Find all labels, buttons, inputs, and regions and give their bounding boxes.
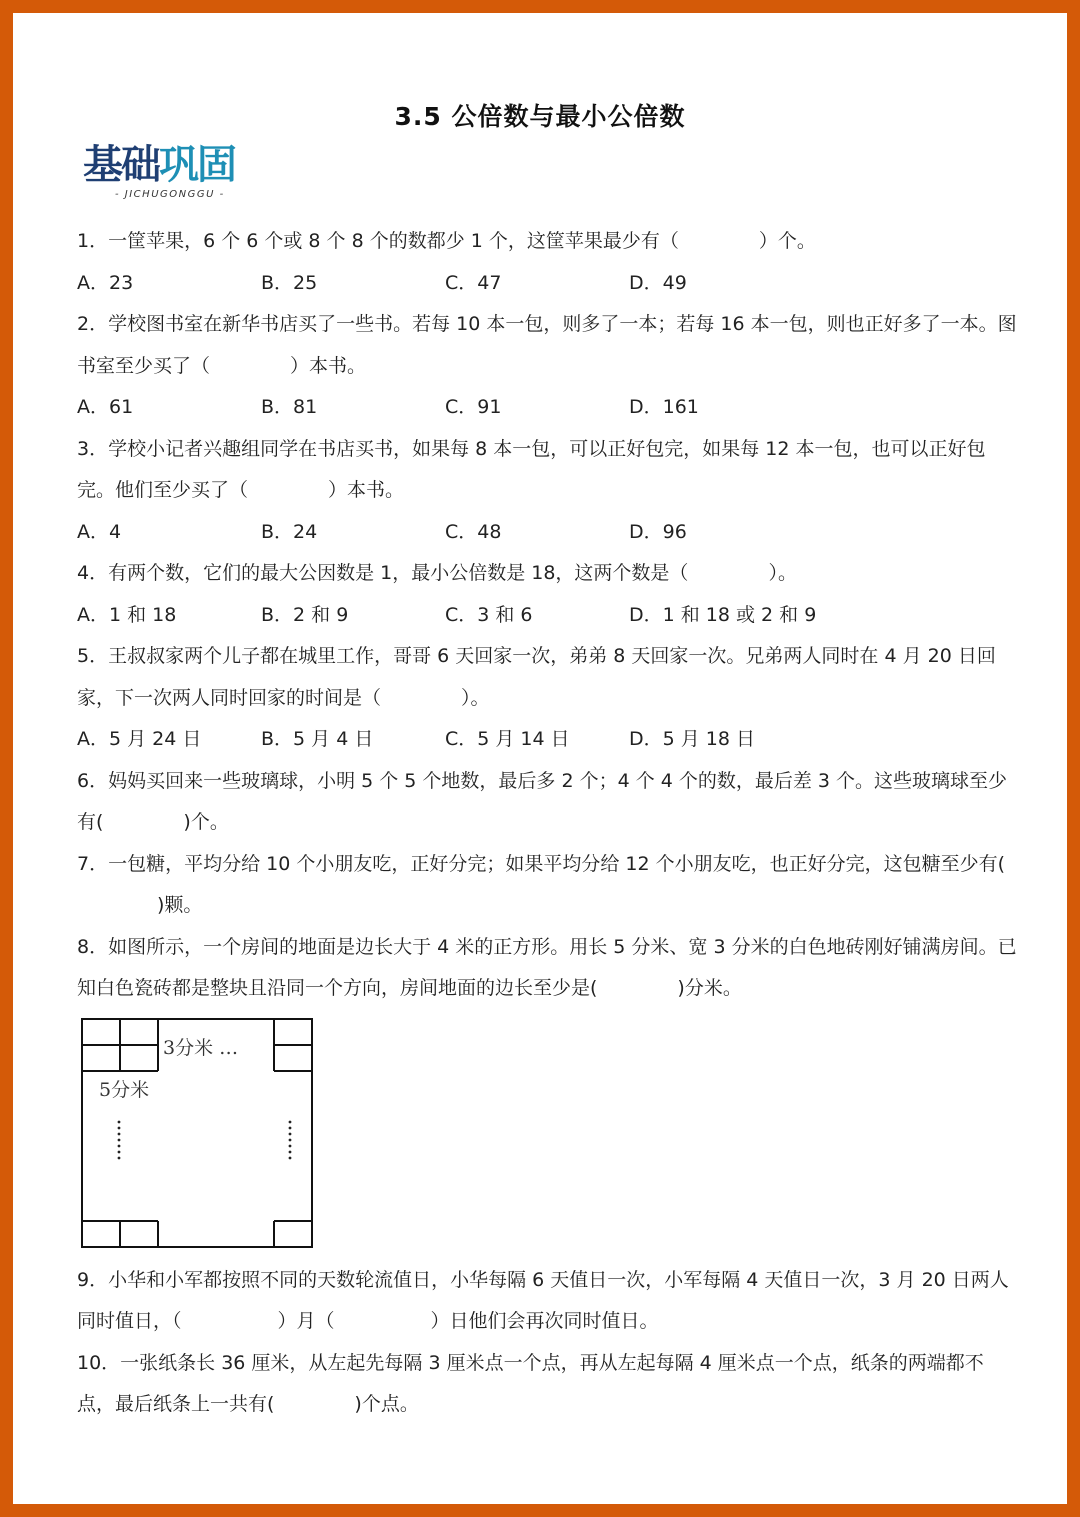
options-q2 [77,387,1017,429]
question-text-end: ）个。 [758,230,816,252]
section-badge [83,141,283,205]
option-c[interactable]: C．5 月 14 日 [445,728,570,750]
option-a[interactable]: A．5 月 24 日 [77,728,202,750]
option-c[interactable]: C．91 [445,396,502,418]
question-text-end: ）。 [768,562,797,584]
option-b[interactable]: B．81 [261,396,318,418]
option-d[interactable]: D．1 和 18 或 2 和 9 [629,603,817,626]
question-text-end: ）本书。 [290,354,367,377]
page-title: 3.5 公倍数与最小公倍数 [394,102,686,131]
options-q1 [77,263,1017,305]
question-text-end: ）本书。 [328,479,405,501]
question-2 [77,304,1017,387]
question-text: 3．学校小记者兴趣组同学在书店买书，如果每 8 本一包，可以正好包完，如果每 12 本一包，也可以正好包完。他们至少买了（ [77,437,986,501]
option-a[interactable]: A．4 [77,520,122,543]
question-text: 1．一筐苹果，6 个 6 个或 8 个 8 个的数都少 1 个，这筐苹果最少有（ [77,230,679,252]
option-d[interactable]: D．161 [629,396,699,418]
tile-width-label: 3分米 … [163,1036,239,1059]
badge-subtitle: - JICHUGONGGU - [115,189,225,200]
option-b[interactable]: B．5 月 4 日 [261,728,374,750]
floor-tile-diagram [81,1018,321,1254]
question-3 [77,429,1017,512]
question-text: 4．有两个数，它们的最大公因数是 1，最小公倍数是 18，这两个数是（ [77,562,689,584]
question-text: 8．如图所示，一个房间的地面是边长大于 4 米的正方形。用长 5 分米、宽 3 分米的白色地砖刚好铺满房间。已知白色瓷砖都是整块且沿同一个方向，房间地面的边长至少是( [77,935,1017,999]
question-4 [77,553,1017,595]
question-text: 10．一张纸条长 36 厘米，从左起先每隔 3 厘米点一个点，再从左起每隔 4 厘米点一个点，纸条的两端都不点，最后纸条上一共有( [77,1351,984,1415]
option-a[interactable]: A．1 和 18 [77,603,177,626]
vertical-dots [118,1120,292,1159]
badge-title-part2: 巩固 [159,142,235,188]
worksheet-page [13,13,1067,1504]
question-text: 7．一包糖，平均分给 10 个小朋友吃，正好分完；如果平均分给 12 个小朋友吃，也正好分完，这包糖至少有( [77,852,1006,875]
option-a[interactable]: A．61 [77,396,134,418]
option-c[interactable]: C．48 [445,520,502,543]
question-5 [77,636,1017,719]
question-8 [77,927,1017,1010]
question-10 [77,1343,1017,1426]
options-q5 [77,719,1017,761]
question-7 [77,844,1017,927]
option-b[interactable]: B．24 [261,520,318,543]
question-text-mid: ）月（ [277,1310,335,1332]
tile-length-label: 5分米 [99,1078,150,1101]
option-d[interactable]: D．5 月 18 日 [629,728,756,750]
question-1 [77,221,1017,263]
option-b[interactable]: B．25 [261,271,318,294]
floor-tile-figure [77,1010,1017,1260]
question-text-end: )个点。 [354,1393,419,1415]
question-text: 2．学校图书室在新华书店买了一些书。若每 10 本一包，则多了一本；若每 16 本一包，则也正好多了一本。图书室至少买了（ [77,313,1017,377]
question-text-end: )分米。 [677,977,742,999]
question-9 [77,1260,1017,1343]
question-text-end: )个。 [183,811,229,833]
badge-title-part1: 基础 [83,142,159,188]
question-6 [77,761,1017,844]
option-d[interactable]: D．96 [629,520,687,543]
options-q4 [77,595,1017,637]
question-list [77,221,1017,1426]
option-d[interactable]: D．49 [629,271,687,294]
option-a[interactable]: A．23 [77,271,134,294]
question-text-end: ）。 [461,686,490,709]
option-c[interactable]: C．3 和 6 [445,603,533,626]
question-text-end: )颗。 [157,894,203,916]
badge-title [83,141,235,189]
option-c[interactable]: C．47 [445,271,502,294]
option-b[interactable]: B．2 和 9 [261,603,349,626]
question-text: 9．小华和小军都按照不同的天数轮流值日，小华每隔 6 天值日一次，小军每隔 4 天值日一次，3 月 20 日两人同时值日，（ [77,1268,1009,1332]
question-text: 5．王叔叔家两个儿子都在城里工作，哥哥 6 天回家一次，弟弟 8 天回家一次。兄弟两人同时在 4 月 20 日回家，下一次两人同时回家的时间是（ [77,645,996,709]
question-text-end: ）日他们会再次同时值日。 [430,1310,659,1332]
question-text: 6．妈妈买回来一些玻璃球，小明 5 个 5 个地数，最后多 2 个；4 个 4 个的数，最后差 3 个。这些玻璃球至少有( [77,769,1008,833]
options-q3 [77,512,1017,554]
